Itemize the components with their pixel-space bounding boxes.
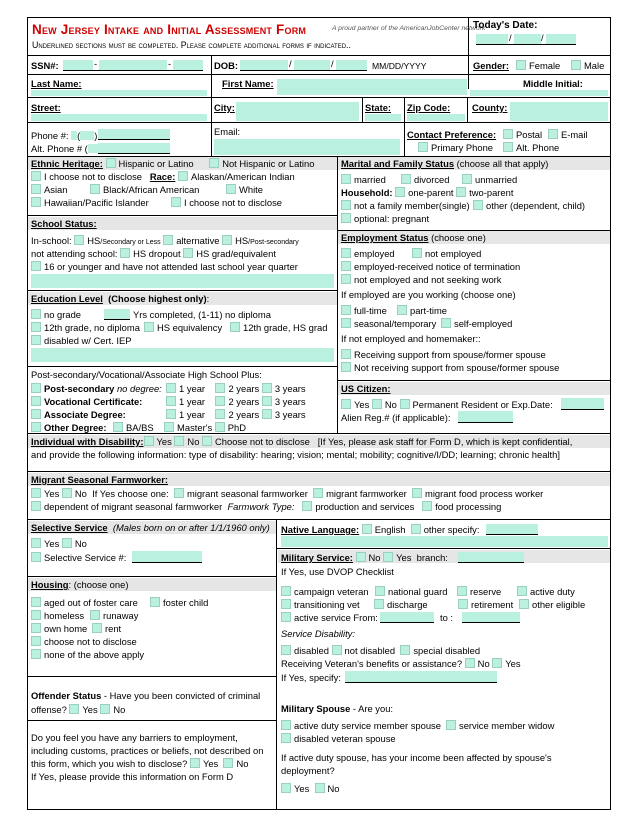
first-name-label: First Name: bbox=[222, 78, 274, 89]
military-no-checkbox[interactable] bbox=[356, 552, 366, 562]
not-hispanic-checkbox[interactable] bbox=[209, 158, 219, 168]
alt-phone-label: Alt. Phone # ( bbox=[31, 143, 105, 154]
gender-male[interactable]: Male bbox=[571, 60, 604, 71]
disability-nd-checkbox[interactable] bbox=[202, 436, 212, 446]
dob-day-field[interactable] bbox=[294, 60, 330, 70]
hs-secondary-checkbox[interactable] bbox=[74, 235, 84, 245]
ssn-dash: - bbox=[168, 58, 172, 69]
alt-phone-field[interactable] bbox=[98, 143, 170, 153]
in-school-row: In-school: HS/Secondary or Less alternative HS/Post-secondary bbox=[31, 235, 299, 246]
post-secondary[interactable]: Post-secondary no degree: bbox=[31, 383, 162, 394]
city-field[interactable] bbox=[236, 102, 359, 121]
assoc-years: 1 year 2 years 3 years bbox=[166, 409, 306, 420]
female-checkbox[interactable] bbox=[516, 60, 526, 70]
barriers-no-checkbox[interactable] bbox=[223, 758, 233, 768]
alien-reg-label: Alien Reg.# (if applicable): bbox=[341, 412, 451, 423]
12th-no-diploma-checkbox[interactable] bbox=[31, 322, 41, 332]
alien-reg-field[interactable] bbox=[458, 411, 513, 422]
other-language-field[interactable] bbox=[486, 524, 538, 534]
permanent-resident-checkbox[interactable] bbox=[400, 399, 410, 409]
part-time[interactable]: part-time bbox=[397, 305, 447, 316]
unmarried[interactable]: unmarried bbox=[462, 174, 517, 185]
12th-hs-grad-checkbox[interactable] bbox=[230, 322, 240, 332]
divorced[interactable]: divorced bbox=[401, 174, 449, 185]
national-guard[interactable]: national guard bbox=[375, 586, 447, 597]
english-checkbox[interactable] bbox=[362, 524, 372, 534]
ssn-field-2[interactable] bbox=[99, 60, 167, 70]
campaign-veteran[interactable]: campaign veteran bbox=[281, 586, 369, 597]
asian-checkbox[interactable] bbox=[31, 184, 41, 194]
self-employed[interactable]: self-employed bbox=[441, 318, 512, 329]
migrant-no-checkbox[interactable] bbox=[62, 488, 72, 498]
active-service-from: active service From: bbox=[281, 612, 378, 623]
disabled-vet-spouse-checkbox[interactable] bbox=[281, 733, 291, 743]
mf-checkbox[interactable] bbox=[313, 488, 323, 498]
military-spouse-header: Military Spouse - Are you: bbox=[281, 703, 394, 714]
married-checkbox[interactable] bbox=[341, 174, 351, 184]
national-guard-checkbox[interactable] bbox=[375, 586, 385, 596]
form-instruction: Underlined sections must be completed. Please complete additional forms if indicated.. bbox=[32, 40, 351, 50]
other-eligible[interactable]: other eligible bbox=[519, 599, 585, 610]
street-field[interactable] bbox=[31, 114, 207, 121]
year3-checkbox[interactable] bbox=[262, 383, 272, 393]
service-to-field[interactable] bbox=[462, 612, 520, 622]
offender-row-1: Offender Status - Have you been convicted of criminal bbox=[31, 690, 261, 701]
unmarried-checkbox[interactable] bbox=[462, 174, 472, 184]
vocational-checkbox[interactable] bbox=[31, 396, 41, 406]
widow-checkbox[interactable] bbox=[446, 720, 456, 730]
rent[interactable]: rent bbox=[92, 623, 121, 634]
mfpw-checkbox[interactable] bbox=[412, 488, 422, 498]
email-checkbox[interactable] bbox=[548, 129, 558, 139]
homeless[interactable]: homeless bbox=[31, 610, 84, 621]
transitioning-vet[interactable]: transitioning vet bbox=[281, 599, 360, 610]
disability-no-checkbox[interactable] bbox=[174, 436, 184, 446]
not-family[interactable]: not a family member(single) bbox=[341, 200, 470, 211]
service-member-widow[interactable]: service member widow bbox=[446, 720, 554, 731]
campaign-checkbox[interactable] bbox=[281, 586, 291, 596]
ajc-partner-logo: A proud partner of the AmericanJobCenter network bbox=[332, 25, 486, 32]
offender-row-2: offense? Yes No bbox=[31, 704, 126, 715]
associate-checkbox[interactable] bbox=[31, 409, 41, 419]
benefits-yes-checkbox[interactable] bbox=[492, 658, 502, 668]
ethnic-heritage-label: Ethnic Heritage: bbox=[31, 158, 103, 169]
dob-format: MM/DD/YYYY bbox=[372, 61, 427, 71]
sixteen-checkbox[interactable] bbox=[31, 261, 41, 271]
phd-checkbox[interactable] bbox=[215, 422, 225, 432]
email-label: Email: bbox=[214, 126, 241, 137]
migrant-yes-checkbox[interactable] bbox=[31, 488, 41, 498]
deployment-question-2: deployment? bbox=[281, 765, 335, 776]
year2-checkbox[interactable] bbox=[215, 396, 225, 406]
household: Household: one-parent two-parent bbox=[341, 187, 514, 198]
education-header: Education Level (Choose highest only): bbox=[31, 293, 210, 304]
masters-checkbox[interactable] bbox=[164, 422, 174, 432]
aged-out[interactable]: aged out of foster care bbox=[31, 597, 138, 608]
employed[interactable]: employed bbox=[341, 248, 395, 259]
homeless-checkbox[interactable] bbox=[31, 610, 41, 620]
hs-equivalency[interactable]: HS equivalency bbox=[144, 322, 222, 333]
deployment-no-checkbox[interactable] bbox=[315, 783, 325, 793]
associate[interactable]: Associate Degree: bbox=[31, 409, 126, 420]
deployment-yes-checkbox[interactable] bbox=[281, 783, 291, 793]
dropout-checkbox[interactable] bbox=[120, 248, 130, 258]
hawaiian-checkbox[interactable] bbox=[31, 197, 41, 207]
two-parent-checkbox[interactable] bbox=[456, 187, 466, 197]
specify-label: If Yes, specify: bbox=[281, 672, 341, 683]
no-grade[interactable]: no grade bbox=[31, 309, 81, 320]
other-language-checkbox[interactable] bbox=[411, 524, 421, 534]
migrant-row-1: Yes No If Yes choose one: migrant seasonal farmworker migrant farmworker migrant food process worker bbox=[31, 488, 543, 499]
today-month-field[interactable] bbox=[476, 34, 508, 44]
today-day-field[interactable] bbox=[514, 34, 541, 44]
other-eligible-checkbox[interactable] bbox=[519, 599, 529, 609]
pref-alt-phone[interactable]: Alt. Phone bbox=[503, 142, 559, 153]
military-row: Military Service: No Yes branch: bbox=[281, 552, 448, 563]
year1-checkbox[interactable] bbox=[166, 383, 176, 393]
city-label: City: bbox=[214, 102, 235, 113]
special-disabled-checkbox[interactable] bbox=[400, 645, 410, 655]
working-question: If employed are you working (choose one) bbox=[341, 289, 516, 300]
male-checkbox[interactable] bbox=[571, 60, 581, 70]
benefits-specify-field[interactable] bbox=[345, 671, 497, 682]
native-language-row: Native Language: English other specify: bbox=[281, 524, 480, 535]
retirement[interactable]: retirement bbox=[458, 599, 513, 610]
barriers-line-2: including customs, practices or beliefs, not described on bbox=[31, 745, 264, 756]
email-field[interactable] bbox=[214, 139, 400, 155]
ssn-field-3[interactable] bbox=[173, 60, 203, 70]
termination[interactable]: employed-received notice of termination bbox=[341, 261, 520, 272]
pref-postal[interactable]: Postal bbox=[503, 129, 542, 140]
12th-hs-grad[interactable]: 12th grade, HS grad bbox=[230, 322, 327, 333]
county-field[interactable] bbox=[510, 102, 608, 121]
seasonal[interactable]: seasonal/temporary bbox=[341, 318, 436, 329]
selective-yes-no: Yes No bbox=[31, 538, 87, 549]
us-citizen-label: US Citizen: bbox=[341, 383, 391, 394]
citizen-options: Yes No Permanent Resident or Exp.Date: bbox=[341, 399, 553, 410]
voc-years: 1 year 2 years 3 years bbox=[166, 396, 306, 407]
years-completed-label: Yrs completed, (1-11) no diploma bbox=[133, 309, 271, 320]
street-label: Street: bbox=[31, 102, 61, 113]
housing-header: Housing: (choose one) bbox=[31, 579, 129, 590]
housing-none[interactable]: none of the above apply bbox=[31, 649, 144, 660]
white-checkbox[interactable] bbox=[226, 184, 236, 194]
divorced-checkbox[interactable] bbox=[401, 174, 411, 184]
school-status-label: School Status: bbox=[31, 218, 97, 229]
race-hawaiian[interactable]: Hawaiian/Pacific Islander bbox=[31, 197, 149, 208]
foster-child-checkbox[interactable] bbox=[150, 597, 160, 607]
county-label: County: bbox=[472, 102, 508, 113]
msf-checkbox[interactable] bbox=[174, 488, 184, 498]
dob-label: DOB: bbox=[214, 60, 238, 71]
barriers-line-3: this form, which you wish to disclose? Yes No bbox=[31, 758, 249, 769]
postal-checkbox[interactable] bbox=[503, 129, 513, 139]
ba-checkbox[interactable] bbox=[113, 422, 123, 432]
not-seeking-checkbox[interactable] bbox=[341, 274, 351, 284]
housing-nd-checkbox[interactable] bbox=[31, 636, 41, 646]
deployment-yes-no: Yes No bbox=[281, 783, 340, 794]
other-dependent-checkbox[interactable] bbox=[473, 200, 483, 210]
alaskan-checkbox[interactable] bbox=[178, 171, 188, 181]
service-from-field[interactable] bbox=[380, 612, 434, 622]
deployment-question-1: If active duty spouse, has your income been affected by spouse's bbox=[281, 752, 552, 763]
middle-initial-label: Middle Initial: bbox=[523, 78, 583, 89]
school-extra-field[interactable] bbox=[31, 274, 334, 288]
other-degree-checkbox[interactable] bbox=[31, 422, 41, 432]
state-label: State: bbox=[365, 102, 392, 113]
contact-preference-label: Contact Preference: bbox=[407, 129, 497, 140]
branch-field[interactable] bbox=[458, 552, 524, 562]
receiving-support-checkbox[interactable] bbox=[341, 349, 351, 359]
post-secondary-label: Post-secondary/Vocational/Associate High School Plus: bbox=[31, 369, 262, 380]
benefits-no-checkbox[interactable] bbox=[465, 658, 475, 668]
not-employed[interactable]: not employed bbox=[412, 248, 481, 259]
hs-post-checkbox[interactable] bbox=[222, 235, 232, 245]
gender-female[interactable]: Female bbox=[516, 60, 560, 71]
barriers-line-4: If Yes, please provide this information on Form D bbox=[31, 771, 234, 782]
receiving-support[interactable]: Receiving support from spouse/former spouse bbox=[341, 349, 546, 360]
vet-disabled-checkbox[interactable] bbox=[281, 645, 291, 655]
dob-slash: / bbox=[331, 58, 334, 69]
transitioning-checkbox[interactable] bbox=[281, 599, 291, 609]
termination-checkbox[interactable] bbox=[341, 261, 351, 271]
dvop-note: If Yes, use DVOP Checklist bbox=[281, 566, 394, 577]
iep-checkbox[interactable] bbox=[31, 335, 41, 345]
selective-yes-checkbox[interactable] bbox=[31, 538, 41, 548]
hispanic-checkbox[interactable] bbox=[106, 158, 116, 168]
active-duty[interactable]: active duty bbox=[517, 586, 575, 597]
single-checkbox[interactable] bbox=[341, 200, 351, 210]
ssn-label: SSN#: bbox=[31, 60, 59, 71]
black-checkbox[interactable] bbox=[90, 184, 100, 194]
other-dependent[interactable]: other (dependent, child) bbox=[473, 200, 585, 211]
employed-checkbox[interactable] bbox=[341, 248, 351, 258]
migrant-label: Migrant Seasonal Farmworker: bbox=[31, 474, 169, 485]
retirement-checkbox[interactable] bbox=[458, 599, 468, 609]
reserve-checkbox[interactable] bbox=[457, 586, 467, 596]
phone-label: Phone #: ( ) bbox=[31, 130, 98, 141]
marital-header: Marital and Family Status (choose all that apply) bbox=[341, 158, 549, 169]
education-extra-field[interactable] bbox=[31, 348, 334, 362]
exp-date-field[interactable] bbox=[561, 398, 604, 409]
zip-field[interactable] bbox=[407, 114, 465, 121]
year2-checkbox[interactable] bbox=[215, 383, 225, 393]
pref-primary-phone[interactable]: Primary Phone bbox=[418, 142, 493, 153]
part-time-checkbox[interactable] bbox=[397, 305, 407, 315]
seasonal-checkbox[interactable] bbox=[341, 318, 351, 328]
selective-num-checkbox[interactable] bbox=[31, 552, 41, 562]
own-home[interactable]: own home bbox=[31, 623, 87, 634]
pregnant-checkbox[interactable] bbox=[341, 213, 351, 223]
rent-checkbox[interactable] bbox=[92, 623, 102, 633]
race-nd-checkbox[interactable] bbox=[171, 197, 181, 207]
phone-field[interactable] bbox=[98, 129, 170, 139]
alternative-checkbox[interactable] bbox=[163, 235, 173, 245]
not-receiving-checkbox[interactable] bbox=[341, 362, 351, 372]
date-slash: / bbox=[541, 32, 544, 43]
active-duty-checkbox[interactable] bbox=[517, 586, 527, 596]
hs-grad-checkbox[interactable] bbox=[183, 248, 193, 258]
first-name-field[interactable] bbox=[277, 79, 467, 95]
offender-no-checkbox[interactable] bbox=[100, 704, 110, 714]
full-time[interactable]: full-time bbox=[341, 305, 387, 316]
self-employed-checkbox[interactable] bbox=[441, 318, 451, 328]
own-home-checkbox[interactable] bbox=[31, 623, 41, 633]
benefits-row: Receiving Veteran's benefits or assistance? No Yes bbox=[281, 658, 521, 669]
primary-phone-checkbox[interactable] bbox=[418, 142, 428, 152]
pref-email[interactable]: E-mail bbox=[548, 129, 588, 140]
military-yes-checkbox[interactable] bbox=[383, 552, 393, 562]
full-time-checkbox[interactable] bbox=[341, 305, 351, 315]
selective-header: Selective Service (Males born on or after 1/1/1960 only) bbox=[31, 522, 270, 533]
vet-not-disabled-checkbox[interactable] bbox=[332, 645, 342, 655]
citizen-no-checkbox[interactable] bbox=[372, 399, 382, 409]
disabled-veteran-spouse[interactable]: disabled veteran spouse bbox=[281, 733, 396, 744]
sixteen-row[interactable]: 16 or younger and have not attended last school year quarter bbox=[31, 261, 298, 272]
disability-options: disabled not disabled special disabled bbox=[281, 645, 480, 656]
race-asian[interactable]: Asian bbox=[31, 184, 67, 195]
race-nd[interactable]: I choose not to disclose bbox=[171, 197, 282, 208]
today-year-field[interactable] bbox=[546, 34, 576, 44]
year3-checkbox[interactable] bbox=[262, 396, 272, 406]
service-disability-label: Service Disability: bbox=[281, 628, 355, 639]
migrant-row-2: dependent of migrant seasonal farmworker Farmwork Type: production and services food processing bbox=[31, 501, 501, 512]
housing-none-checkbox[interactable] bbox=[31, 649, 41, 659]
zip-label: Zip Code: bbox=[407, 102, 451, 113]
language-extra-field[interactable] bbox=[281, 536, 608, 547]
ethnic-row-1: Ethnic Heritage: Hispanic or Latino Not Hispanic or Latino bbox=[31, 158, 315, 169]
not-attending-row: not attending school: HS dropout HS grad/equivalent bbox=[31, 248, 276, 259]
housing-nd[interactable]: choose not to disclose bbox=[31, 636, 137, 647]
not-receiving-support[interactable]: Not receiving support from spouse/former spouse bbox=[341, 362, 559, 373]
dob-slash: / bbox=[289, 58, 292, 69]
citizen-yes-checkbox[interactable] bbox=[341, 399, 351, 409]
selective-number-field[interactable] bbox=[132, 551, 202, 562]
ssn-field-1[interactable] bbox=[63, 60, 93, 70]
foster-child[interactable]: foster child bbox=[150, 597, 208, 608]
other-degree[interactable]: Other Degree: bbox=[31, 422, 107, 433]
pregnant[interactable]: optional: pregnant bbox=[341, 213, 429, 224]
aged-out-checkbox[interactable] bbox=[31, 597, 41, 607]
active-duty-spouse[interactable]: active duty service member spouse bbox=[281, 720, 441, 731]
barriers-line-1: Do you feel you have any barriers to employment, bbox=[31, 732, 238, 743]
married[interactable]: married bbox=[341, 174, 386, 185]
year1-checkbox[interactable] bbox=[166, 409, 176, 419]
ssn-dash: - bbox=[94, 58, 98, 69]
middle-initial-field[interactable] bbox=[470, 90, 608, 96]
disability-info: and provide the following information: type of disability: hearing; vision; mental; mobility; cognitive/I/DD; learning; chronic health] bbox=[31, 449, 560, 460]
active-spouse-checkbox[interactable] bbox=[281, 720, 291, 730]
employment-header: Employment Status (choose one) bbox=[341, 232, 486, 243]
ethnic-row-2: I choose not to disclose Race: Alaskan/American Indian bbox=[31, 171, 295, 182]
state-field[interactable] bbox=[365, 114, 401, 121]
discharge-checkbox[interactable] bbox=[374, 599, 384, 609]
offender-yes-checkbox[interactable] bbox=[69, 704, 79, 714]
year3-checkbox[interactable] bbox=[262, 409, 272, 419]
disabled-iep[interactable]: disabled w/ Cert. IEP bbox=[31, 335, 132, 346]
not-seeking[interactable]: not employed and not seeking work bbox=[341, 274, 502, 285]
post-years: 1 year 2 years 3 years bbox=[166, 383, 306, 394]
to-label: to : bbox=[440, 612, 454, 623]
form-title: New Jersey Intake and Initial Assessment Form bbox=[32, 22, 307, 37]
food-processing-checkbox[interactable] bbox=[422, 501, 432, 511]
alt-phone-checkbox[interactable] bbox=[503, 142, 513, 152]
selective-no-checkbox[interactable] bbox=[62, 538, 72, 548]
dependent-msf-checkbox[interactable] bbox=[31, 501, 41, 511]
reserve[interactable]: reserve bbox=[457, 586, 501, 597]
runaway[interactable]: runaway bbox=[90, 610, 138, 621]
12th-no-diploma[interactable]: 12th grade, no diploma bbox=[31, 322, 140, 333]
barriers-yes-checkbox[interactable] bbox=[190, 758, 200, 768]
selective-number: Selective Service #: bbox=[31, 552, 126, 563]
disability-yes-checkbox[interactable] bbox=[144, 436, 154, 446]
last-name-field[interactable] bbox=[31, 90, 207, 96]
race-black[interactable]: Black/African American bbox=[90, 184, 199, 195]
homemaker-question: If not employed and homemaker:: bbox=[341, 333, 481, 344]
discharge[interactable]: discharge bbox=[374, 599, 428, 610]
production-checkbox[interactable] bbox=[302, 501, 312, 511]
dob-month-field[interactable] bbox=[240, 60, 288, 70]
today-date-label: Today's Date: bbox=[473, 20, 538, 31]
not-employed-checkbox[interactable] bbox=[412, 248, 422, 258]
ethnic-nd-checkbox[interactable] bbox=[31, 171, 41, 181]
gender-label: Gender: bbox=[473, 60, 509, 71]
date-slash: / bbox=[509, 32, 512, 43]
runaway-checkbox[interactable] bbox=[90, 610, 100, 620]
vocational[interactable]: Vocational Certificate: bbox=[31, 396, 142, 407]
post-secondary-checkbox[interactable] bbox=[31, 383, 41, 393]
hs-equivalency-checkbox[interactable] bbox=[144, 322, 154, 332]
year1-checkbox[interactable] bbox=[166, 396, 176, 406]
degree-types: BA/BS Master's PhD bbox=[113, 422, 246, 433]
disability-row: Individual with Disability: Yes No Choose not to disclose [If Yes, please ask staff for Form D, which is kept confidential, bbox=[31, 436, 573, 447]
dob-year-field[interactable] bbox=[336, 60, 367, 70]
active-service-checkbox[interactable] bbox=[281, 612, 291, 622]
one-parent-checkbox[interactable] bbox=[395, 187, 405, 197]
no-grade-checkbox[interactable] bbox=[31, 309, 41, 319]
race-white[interactable]: White bbox=[226, 184, 263, 195]
years-completed-field[interactable] bbox=[104, 309, 130, 319]
last-name-label: Last Name: bbox=[31, 78, 82, 89]
year2-checkbox[interactable] bbox=[215, 409, 225, 419]
